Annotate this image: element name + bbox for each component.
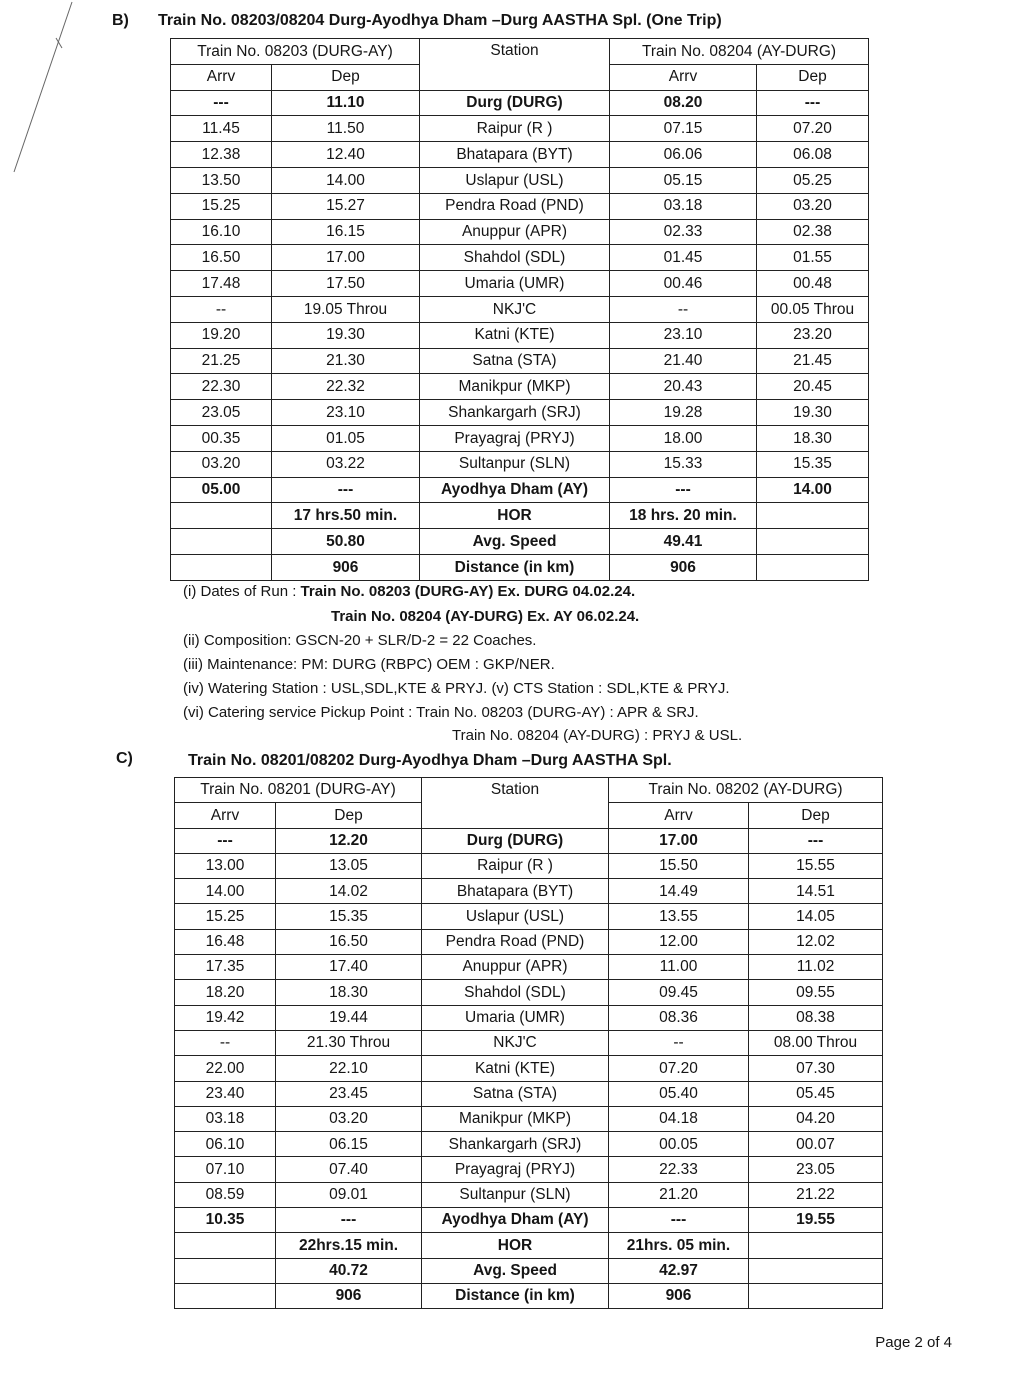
note-composition: (ii) Composition: GSCN-20 + SLR/D-2 = 22 Coaches. (183, 632, 537, 649)
departure-cell: 23.45 (276, 1081, 422, 1106)
table-row (175, 879, 883, 904)
arrival-cell: 05.00 (171, 477, 272, 503)
summary-left-value: 22hrs.15 min. (276, 1233, 422, 1258)
departure-cell: 21.30 Throu (276, 1030, 422, 1055)
arrival-cell: --- (609, 1208, 749, 1233)
departure-cell: 08.00 Throu (749, 1030, 883, 1055)
note-watering: (iv) Watering Station : USL,SDL,KTE & PRYJ. (v) CTS Station : SDL,KTE & PRYJ. (183, 680, 730, 697)
arrival-cell: 13.55 (609, 904, 749, 929)
arrival-cell: 16.48 (175, 929, 276, 954)
arrival-cell: -- (171, 296, 272, 322)
note-catering: (vi) Catering service Pickup Point : Train No. 08203 (DURG-AY) : APR & SRJ. (183, 704, 699, 721)
departure-cell: 14.00 (757, 477, 869, 503)
station-cell: Uslapur (USL) (420, 167, 610, 193)
note-dates-of-run (183, 583, 635, 600)
summary-right-value: 18 hrs. 20 min. (610, 503, 757, 529)
empty-cell (757, 554, 869, 580)
arrival-cell: 13.50 (171, 167, 272, 193)
table-row (175, 1030, 883, 1055)
section-c-label: C) (116, 750, 133, 767)
departure-cell: 23.20 (757, 322, 869, 348)
table-row (171, 400, 869, 426)
station-cell: Bhatapara (BYT) (422, 879, 609, 904)
station-cell: Manikpur (MKP) (422, 1106, 609, 1131)
departure-cell: 14.05 (749, 904, 883, 929)
empty-cell (749, 1258, 883, 1283)
arrival-cell: 23.05 (171, 400, 272, 426)
departure-cell: 14.51 (749, 879, 883, 904)
arrival-cell: 21.40 (610, 348, 757, 374)
timetable-b (170, 38, 869, 581)
departure-cell: --- (757, 90, 869, 116)
subheader-arrv: Arrv (610, 64, 757, 90)
station-cell: Raipur (R ) (422, 853, 609, 878)
station-cell: Raipur (R ) (420, 116, 610, 142)
arrival-cell: 08.36 (609, 1005, 749, 1030)
arrival-cell: -- (609, 1030, 749, 1055)
summary-row (175, 1233, 883, 1258)
departure-cell: 16.15 (272, 219, 420, 245)
arrival-cell: 07.15 (610, 116, 757, 142)
arrival-cell: 05.40 (609, 1081, 749, 1106)
empty-cell (175, 1258, 276, 1283)
table-row (171, 219, 869, 245)
arrival-cell: 19.42 (175, 1005, 276, 1030)
departure-cell: 22.10 (276, 1056, 422, 1081)
departure-cell: 17.50 (272, 271, 420, 297)
departure-cell: 07.20 (757, 116, 869, 142)
station-cell: Ayodhya Dham (AY) (422, 1208, 609, 1233)
arrival-cell: 23.10 (610, 322, 757, 348)
station-cell: Shankargarh (SRJ) (422, 1132, 609, 1157)
departure-cell: 18.30 (276, 980, 422, 1005)
departure-cell: 03.20 (757, 193, 869, 219)
arrival-cell: 12.38 (171, 142, 272, 168)
arrival-cell: 13.00 (175, 853, 276, 878)
arrival-cell: --- (175, 828, 276, 853)
table-row (175, 1081, 883, 1106)
arrival-cell: 15.33 (610, 451, 757, 477)
arrival-cell: 07.10 (175, 1157, 276, 1182)
table-row (175, 1208, 883, 1233)
station-cell: NKJ'C (420, 296, 610, 322)
station-cell: Durg (DURG) (420, 90, 610, 116)
page-number: Page 2 of 4 (875, 1334, 952, 1351)
arrival-cell: 21.25 (171, 348, 272, 374)
summary-label: Avg. Speed (422, 1258, 609, 1283)
table-row (171, 90, 869, 116)
note-maintenance: (iii) Maintenance: PM: DURG (RBPC) OEM : GKP/NER. (183, 656, 555, 673)
station-cell: Uslapur (USL) (422, 904, 609, 929)
table-row (171, 245, 869, 271)
departure-cell: 03.22 (272, 451, 420, 477)
header-train-08201: Train No. 08201 (DURG-AY) (175, 778, 422, 803)
table-row (171, 167, 869, 193)
departure-cell: 12.02 (749, 929, 883, 954)
departure-cell: --- (272, 477, 420, 503)
empty-cell (749, 1283, 883, 1308)
arrival-cell: 00.05 (609, 1132, 749, 1157)
departure-cell: 00.48 (757, 271, 869, 297)
departure-cell: 00.05 Throu (757, 296, 869, 322)
summary-label: HOR (422, 1233, 609, 1258)
arrival-cell: 08.59 (175, 1182, 276, 1207)
arrival-cell: 14.49 (609, 879, 749, 904)
departure-cell: 12.20 (276, 828, 422, 853)
arrival-cell: 05.15 (610, 167, 757, 193)
arrival-cell: 01.45 (610, 245, 757, 271)
departure-cell: 05.25 (757, 167, 869, 193)
arrival-cell: 22.30 (171, 374, 272, 400)
arrival-cell: 20.43 (610, 374, 757, 400)
departure-cell: 11.10 (272, 90, 420, 116)
station-cell: Anuppur (APR) (420, 219, 610, 245)
table-row (175, 955, 883, 980)
header-station: Station (420, 39, 610, 91)
section-b-label: B) (112, 12, 129, 29)
arrival-cell: 11.45 (171, 116, 272, 142)
empty-cell (749, 1233, 883, 1258)
empty-cell (171, 529, 272, 555)
departure-cell: 12.40 (272, 142, 420, 168)
summary-row (175, 1283, 883, 1308)
departure-cell: 14.00 (272, 167, 420, 193)
arrival-cell: 17.35 (175, 955, 276, 980)
subheader-arrv: Arrv (175, 803, 276, 828)
arrival-cell: --- (171, 90, 272, 116)
station-cell: Satna (STA) (420, 348, 610, 374)
departure-cell: 01.05 (272, 425, 420, 451)
arrival-cell: 19.20 (171, 322, 272, 348)
summary-right-value: 906 (610, 554, 757, 580)
arrival-cell: -- (175, 1030, 276, 1055)
departure-cell: 20.45 (757, 374, 869, 400)
arrival-cell: 18.20 (175, 980, 276, 1005)
departure-cell: 18.30 (757, 425, 869, 451)
note-catering-08204: Train No. 08204 (AY-DURG) : PRYJ & USL. (452, 727, 743, 744)
departure-cell: 11.02 (749, 955, 883, 980)
empty-cell (171, 503, 272, 529)
departure-cell: 13.05 (276, 853, 422, 878)
station-cell: Prayagraj (PRYJ) (422, 1157, 609, 1182)
departure-cell: 08.38 (749, 1005, 883, 1030)
subheader-arrv: Arrv (609, 803, 749, 828)
departure-cell: 19.55 (749, 1208, 883, 1233)
departure-cell: 06.08 (757, 142, 869, 168)
arrival-cell: --- (610, 477, 757, 503)
summary-label: HOR (420, 503, 610, 529)
arrival-cell: 16.10 (171, 219, 272, 245)
arrival-cell: 02.33 (610, 219, 757, 245)
header-train-08202: Train No. 08202 (AY-DURG) (609, 778, 883, 803)
departure-cell: 19.44 (276, 1005, 422, 1030)
note-dates-08203: Train No. 08203 (DURG-AY) Ex. DURG 04.02.24. (300, 583, 636, 600)
summary-row (171, 554, 869, 580)
table-row (175, 1106, 883, 1131)
table-row (171, 193, 869, 219)
table-row (175, 929, 883, 954)
departure-cell: 03.20 (276, 1106, 422, 1131)
empty-cell (175, 1233, 276, 1258)
arrival-cell: 07.20 (609, 1056, 749, 1081)
station-cell: Sultanpur (SLN) (422, 1182, 609, 1207)
departure-cell: 04.20 (749, 1106, 883, 1131)
section-b-title: Train No. 08203/08204 Durg-Ayodhya Dham –Durg AASTHA Spl. (One Trip) (158, 12, 722, 29)
arrival-cell: 23.40 (175, 1081, 276, 1106)
departure-cell: 23.05 (749, 1157, 883, 1182)
station-cell: Shankargarh (SRJ) (420, 400, 610, 426)
summary-row (171, 503, 869, 529)
departure-cell: 21.30 (272, 348, 420, 374)
station-cell: Katni (KTE) (422, 1056, 609, 1081)
departure-cell: 00.07 (749, 1132, 883, 1157)
arrival-cell: 15.25 (175, 904, 276, 929)
summary-right-value: 906 (609, 1283, 749, 1308)
table-row (175, 980, 883, 1005)
summary-left-value: 906 (272, 554, 420, 580)
timetable-c (174, 777, 883, 1309)
summary-row (175, 1258, 883, 1283)
empty-cell (175, 1283, 276, 1308)
departure-cell: 15.35 (757, 451, 869, 477)
table-row (175, 1056, 883, 1081)
departure-cell: 17.40 (276, 955, 422, 980)
departure-cell: 02.38 (757, 219, 869, 245)
station-cell: Pendra Road (PND) (420, 193, 610, 219)
departure-cell: --- (276, 1208, 422, 1233)
departure-cell: 09.55 (749, 980, 883, 1005)
note-dates-label: (i) Dates of Run : (183, 583, 301, 600)
departure-cell: 21.45 (757, 348, 869, 374)
arrival-cell: -- (610, 296, 757, 322)
arrival-cell: 22.33 (609, 1157, 749, 1182)
arrival-cell: 15.25 (171, 193, 272, 219)
table-row (171, 425, 869, 451)
summary-right-value: 21hrs. 05 min. (609, 1233, 749, 1258)
departure-cell: 11.50 (272, 116, 420, 142)
arrival-cell: 00.35 (171, 425, 272, 451)
arrival-cell: 06.10 (175, 1132, 276, 1157)
departure-cell: 15.35 (276, 904, 422, 929)
station-cell: Manikpur (MKP) (420, 374, 610, 400)
station-cell: Shahdol (SDL) (422, 980, 609, 1005)
table-row (171, 348, 869, 374)
departure-cell: --- (749, 828, 883, 853)
departure-cell: 17.00 (272, 245, 420, 271)
summary-left-value: 50.80 (272, 529, 420, 555)
summary-right-value: 49.41 (610, 529, 757, 555)
departure-cell: 19.30 (757, 400, 869, 426)
departure-cell: 16.50 (276, 929, 422, 954)
summary-left-value: 17 hrs.50 min. (272, 503, 420, 529)
summary-left-value: 906 (276, 1283, 422, 1308)
note-dates-08204: Train No. 08204 (AY-DURG) Ex. AY 06.02.24. (331, 608, 640, 625)
arrival-cell: 03.20 (171, 451, 272, 477)
departure-cell: 09.01 (276, 1182, 422, 1207)
station-cell: Prayagraj (PRYJ) (420, 425, 610, 451)
section-c-title: Train No. 08201/08202 Durg-Ayodhya Dham –Durg AASTHA Spl. (188, 752, 672, 769)
departure-cell: 07.30 (749, 1056, 883, 1081)
subheader-arrv: Arrv (171, 64, 272, 90)
departure-cell: 05.45 (749, 1081, 883, 1106)
station-cell: Anuppur (APR) (422, 955, 609, 980)
station-cell: Shahdol (SDL) (420, 245, 610, 271)
station-cell: Pendra Road (PND) (422, 929, 609, 954)
departure-cell: 15.55 (749, 853, 883, 878)
header-train-08203: Train No. 08203 (DURG-AY) (171, 39, 420, 65)
departure-cell: 14.02 (276, 879, 422, 904)
station-cell: Satna (STA) (422, 1081, 609, 1106)
table-row (175, 1132, 883, 1157)
arrival-cell: 06.06 (610, 142, 757, 168)
subheader-dep: Dep (272, 64, 420, 90)
departure-cell: 19.05 Throu (272, 296, 420, 322)
arrival-cell: 19.28 (610, 400, 757, 426)
summary-row (171, 529, 869, 555)
departure-cell: 01.55 (757, 245, 869, 271)
table-row (175, 853, 883, 878)
station-cell: Umaria (UMR) (422, 1005, 609, 1030)
arrival-cell: 12.00 (609, 929, 749, 954)
scan-mark (0, 0, 80, 200)
arrival-cell: 09.45 (609, 980, 749, 1005)
table-row (171, 142, 869, 168)
table-row (175, 904, 883, 929)
table-row (175, 828, 883, 853)
table-row (175, 1005, 883, 1030)
table-row (175, 1182, 883, 1207)
header-train-08204: Train No. 08204 (AY-DURG) (610, 39, 869, 65)
arrival-cell: 17.48 (171, 271, 272, 297)
arrival-cell: 17.00 (609, 828, 749, 853)
arrival-cell: 10.35 (175, 1208, 276, 1233)
arrival-cell: 00.46 (610, 271, 757, 297)
subheader-dep: Dep (276, 803, 422, 828)
table-row (171, 271, 869, 297)
header-station: Station (422, 778, 609, 829)
station-cell: Durg (DURG) (422, 828, 609, 853)
arrival-cell: 14.00 (175, 879, 276, 904)
table-row (171, 477, 869, 503)
empty-cell (171, 554, 272, 580)
arrival-cell: 22.00 (175, 1056, 276, 1081)
summary-label: Avg. Speed (420, 529, 610, 555)
station-cell: Umaria (UMR) (420, 271, 610, 297)
arrival-cell: 11.00 (609, 955, 749, 980)
departure-cell: 23.10 (272, 400, 420, 426)
departure-cell: 19.30 (272, 322, 420, 348)
station-cell: Ayodhya Dham (AY) (420, 477, 610, 503)
departure-cell: 21.22 (749, 1182, 883, 1207)
subheader-dep: Dep (749, 803, 883, 828)
table-row (171, 374, 869, 400)
arrival-cell: 03.18 (610, 193, 757, 219)
summary-label: Distance (in km) (422, 1283, 609, 1308)
empty-cell (757, 529, 869, 555)
station-cell: Katni (KTE) (420, 322, 610, 348)
summary-label: Distance (in km) (420, 554, 610, 580)
table-row (175, 1157, 883, 1182)
station-cell: NKJ'C (422, 1030, 609, 1055)
summary-left-value: 40.72 (276, 1258, 422, 1283)
departure-cell: 06.15 (276, 1132, 422, 1157)
summary-right-value: 42.97 (609, 1258, 749, 1283)
subheader-dep: Dep (757, 64, 869, 90)
arrival-cell: 16.50 (171, 245, 272, 271)
arrival-cell: 03.18 (175, 1106, 276, 1131)
empty-cell (757, 503, 869, 529)
table-row (171, 451, 869, 477)
arrival-cell: 15.50 (609, 853, 749, 878)
arrival-cell: 18.00 (610, 425, 757, 451)
station-cell: Bhatapara (BYT) (420, 142, 610, 168)
station-cell: Sultanpur (SLN) (420, 451, 610, 477)
departure-cell: 22.32 (272, 374, 420, 400)
table-row (171, 296, 869, 322)
arrival-cell: 04.18 (609, 1106, 749, 1131)
departure-cell: 07.40 (276, 1157, 422, 1182)
arrival-cell: 08.20 (610, 90, 757, 116)
arrival-cell: 21.20 (609, 1182, 749, 1207)
departure-cell: 15.27 (272, 193, 420, 219)
table-row (171, 116, 869, 142)
table-row (171, 322, 869, 348)
